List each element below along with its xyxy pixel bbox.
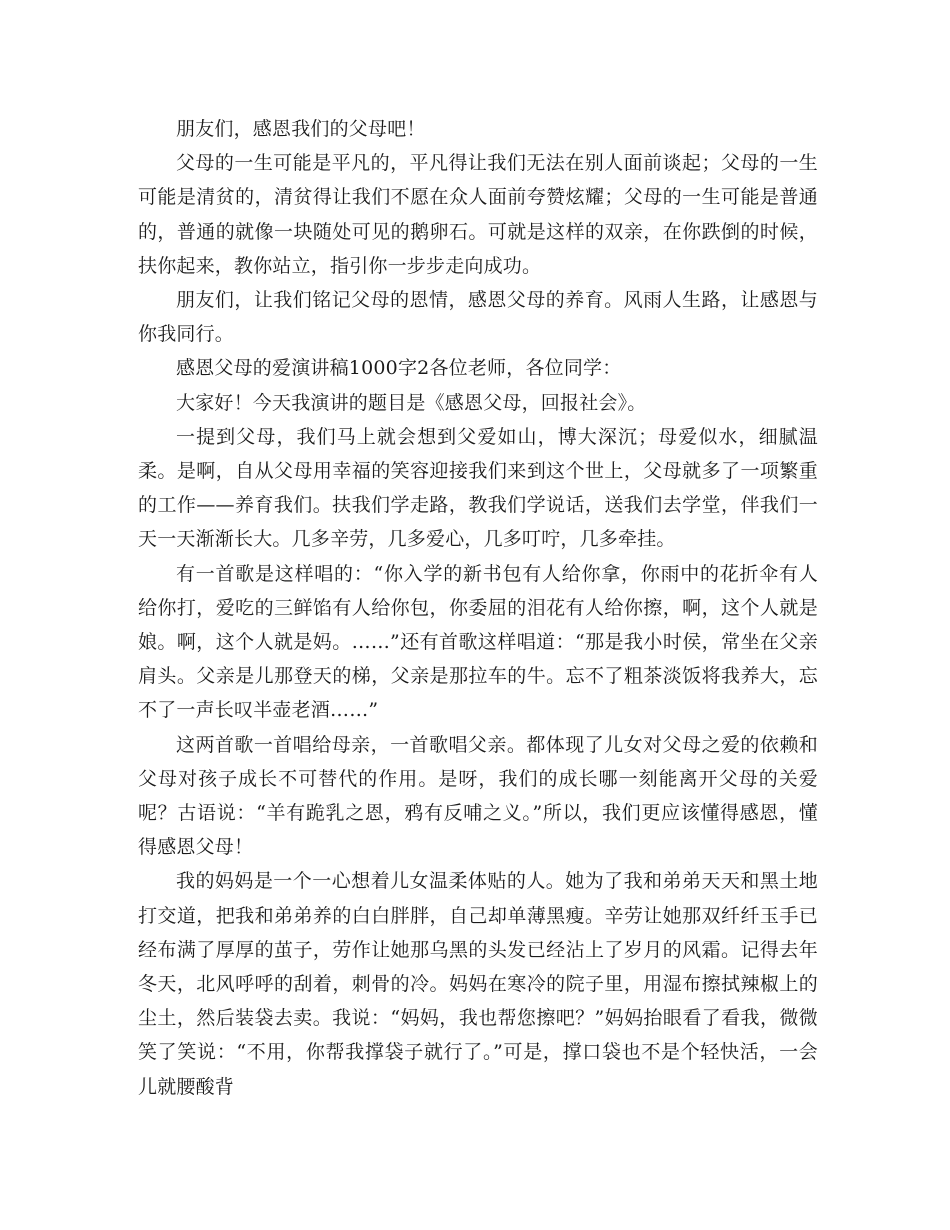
paragraph-3: 朋友们，让我们铭记父母的恩情，感恩父母的养育。风雨人生路，让感恩与你我同行。 (138, 289, 818, 346)
paragraph-1: 朋友们，感恩我们的父母吧！ (176, 118, 426, 140)
paragraph-6: 一提到父母，我们马上就会想到父爱如山，博大深沉；母爱似水，细腻温柔。是啊，自从父母用幸福的笑容迎接我们来到这个世上，父母就多了一项繁重的工作——养育我们。扶我们学走路，教我们学说话，送我们去学堂，伴我们一天一天渐渐长大。几多辛劳，几多爱心，几多叮咛，几多牵挂。 (138, 425, 818, 551)
paragraph-5: 大家好！今天我演讲的题目是《感恩父母，回报社会》。 (176, 391, 647, 414)
document-body (138, 112, 818, 1104)
paragraph-4: 感恩父母的爱演讲稿1000字2各位老师，各位同学： (176, 357, 622, 380)
paragraph-2: 父母的一生可能是平凡的，平凡得让我们无法在别人面前谈起；父母的一生可能是清贫的，清贫得让我们不愿在众人面前夸赞炫耀；父母的一生可能是普通的，普通的就像一块随处可见的鹅卵石。可就是这样的双亲，在你跌倒的时候，扶你起来，教你站立，指引你一步步走向成功。 (138, 152, 818, 277)
paragraph-7: 有一首歌是这样唱的：“你入学的新书包有人给你拿，你雨中的花折伞有人给你打，爱吃的三鲜馅有人给你包，你委屈的泪花有人给你擦，啊，这个人就是娘。啊，这个人就是妈。……”还有首歌这样唱道：“那是我小时侯，常坐在父亲肩头。父亲是儿那登天的梯，父亲是那拉车的牛。忘不了粗茶淡饭将我养大，忘不了一声长叹半壶老酒……” (138, 562, 818, 722)
paragraph-8: 这两首歌一首唱给母亲，一首歌唱父亲。都体现了儿女对父母之爱的依赖和父母对孩子成长不可替代的作用。是呀，我们的成长哪一刻能离开父母的关爱呢？古语说：“羊有跪乳之恩，鸦有反哺之义。”所以，我们更应该懂得感恩，懂得感恩父母！ (138, 733, 818, 859)
paragraph-9: 我的妈妈是一个一心想着儿女温柔体贴的人。她为了我和弟弟天天和黑土地打交道，把我和弟弟养的白白胖胖，自己却单薄黑瘦。辛劳让她那双纤纤玉手已经布满了厚厚的茧子，劳作让她那乌黑的头发已经沾上了岁月的风霜。记得去年冬天，北风呼呼的刮着，刺骨的冷。妈妈在寒冷的院子里，用湿布擦拭辣椒上的尘土，然后装袋去卖。我说：“妈妈，我也帮您擦吧？”妈妈抬眼看了看我，微微笑了笑说：“不用，你帮我撑袋子就行了。”可是，撑口袋也不是个轻快活，一会儿就腰酸背 (138, 870, 818, 1098)
